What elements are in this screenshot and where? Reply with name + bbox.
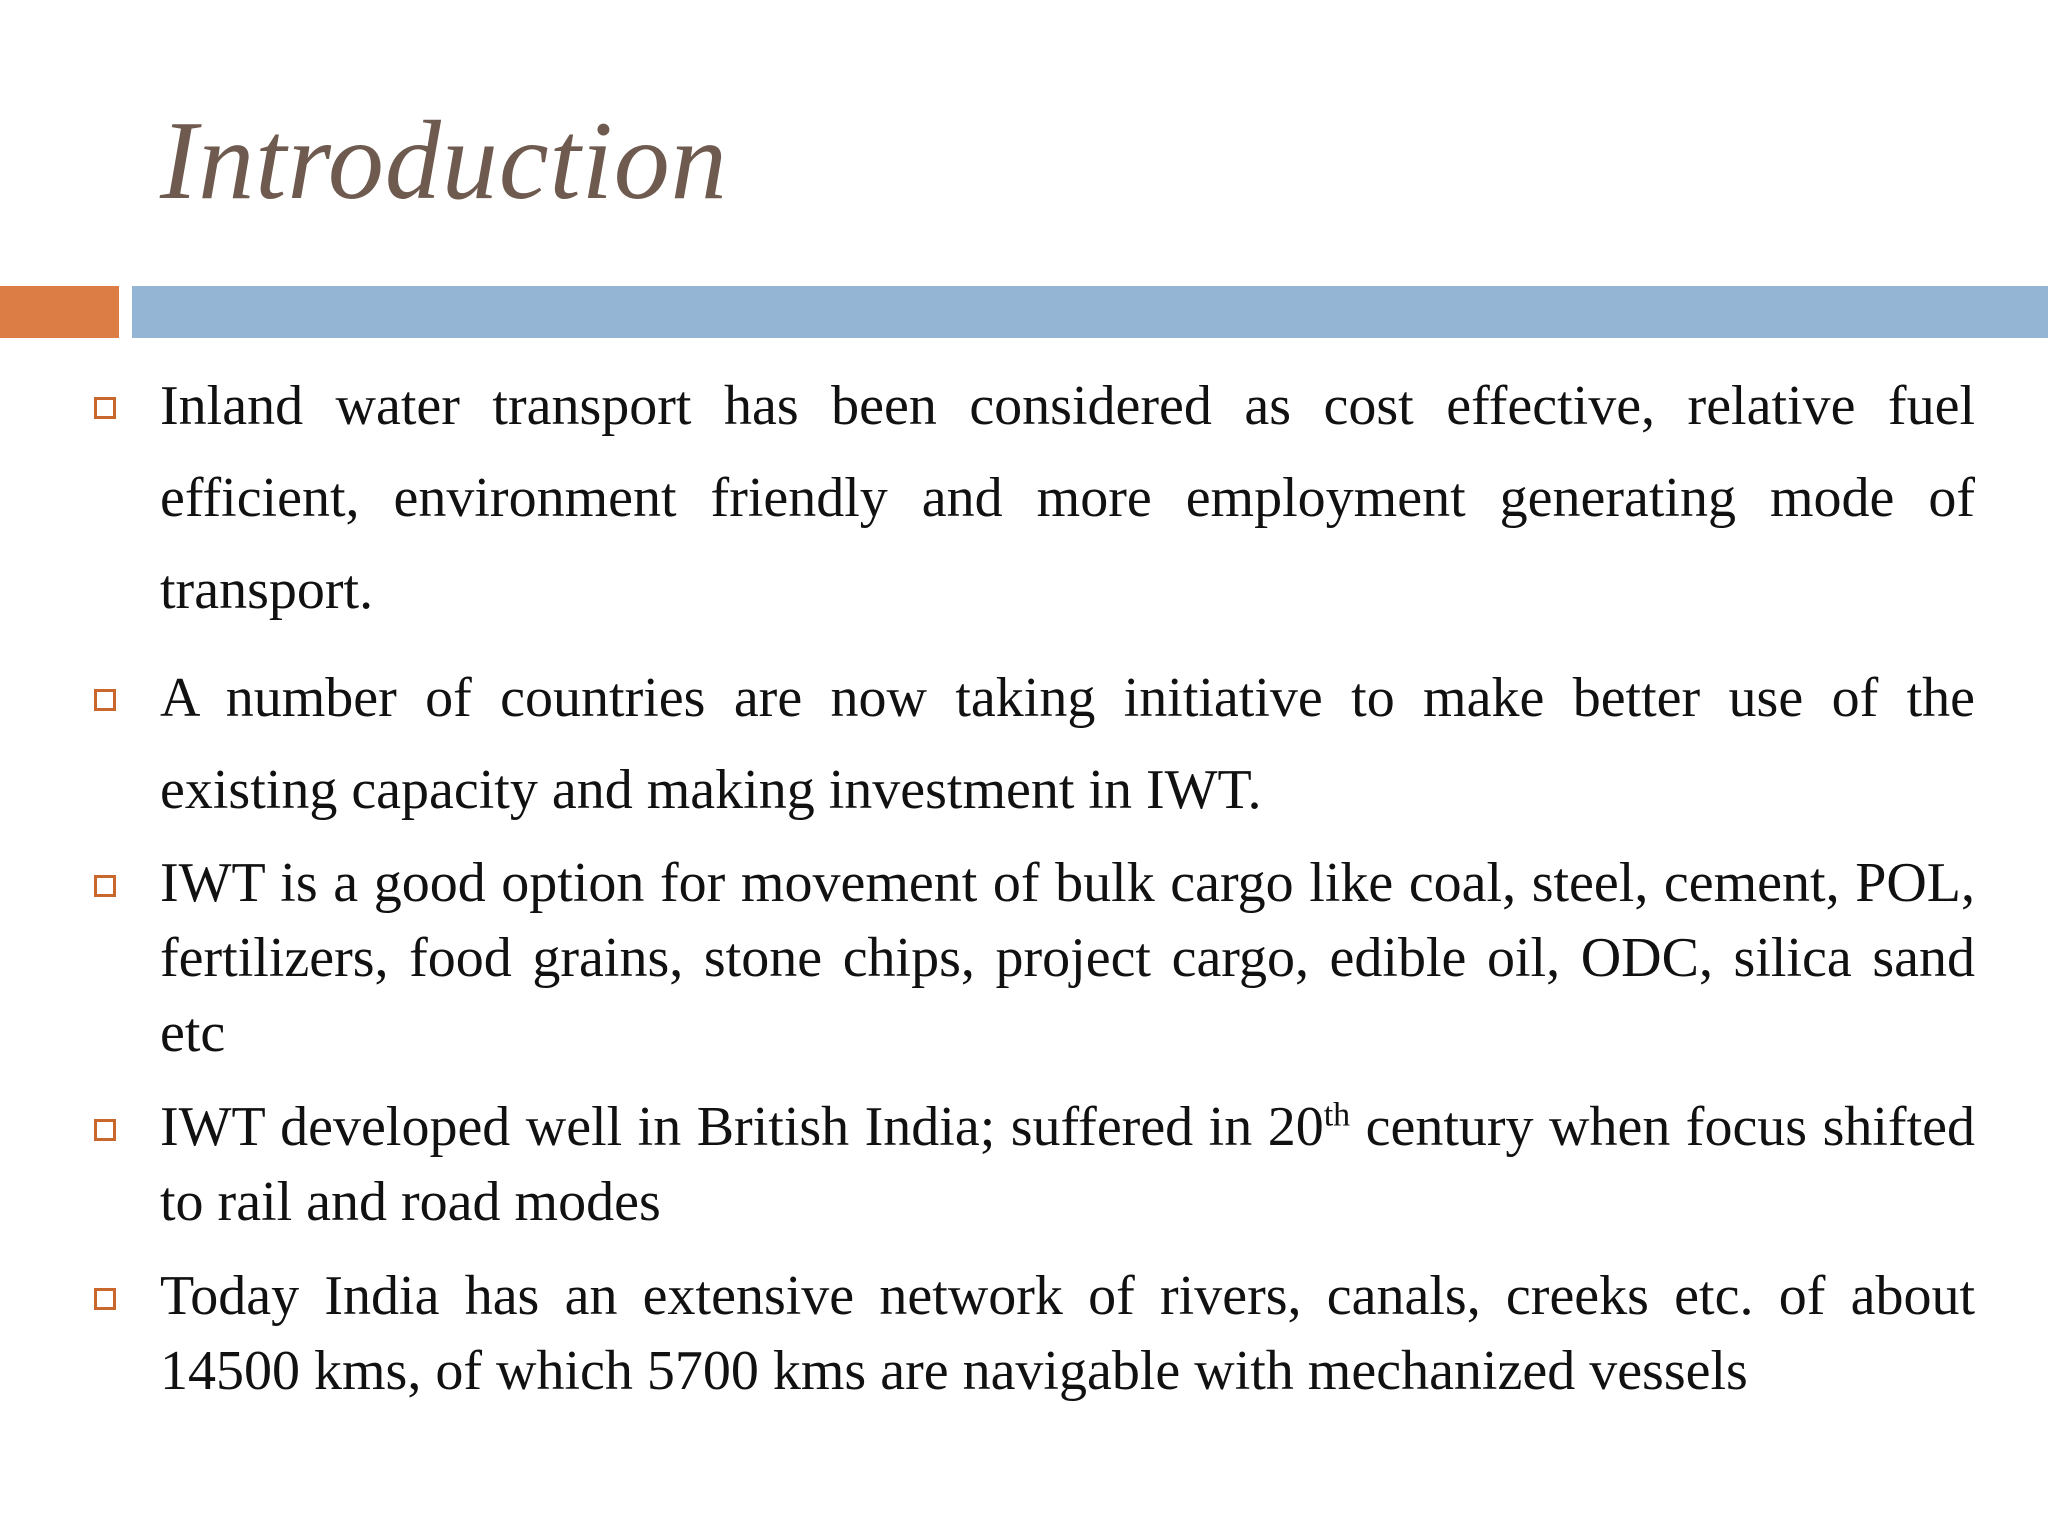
hollow-square-icon [94, 1288, 116, 1310]
bullet-item [160, 360, 1975, 636]
bullet-text: A number of countries are now taking initiative to make better use of the existing capacity and making investment in IWT. [160, 667, 1975, 821]
bullet-text-part: IWT developed well in British India; suffered in 20 [160, 1096, 1324, 1158]
bullet-superscript: th [1323, 1096, 1351, 1134]
hollow-square-icon [94, 397, 116, 419]
hollow-square-icon [94, 689, 116, 711]
bullet-text: Inland water transport has been considered as cost effective, relative fuel efficient, environment friendly and more employment generating mode of transport. [160, 375, 1975, 621]
hollow-square-icon [94, 875, 116, 897]
accent-bar-blue [132, 286, 2048, 338]
bullet-item [160, 846, 1975, 1071]
bullet-text: Today India has an extensive network of rivers, canals, creeks etc. of about 14500 kms, of which 5700 kms are navigable with mechanized vessels [160, 1265, 1975, 1402]
bullet-item [160, 652, 1975, 836]
bullet-text: IWT is a good option for movement of bulk cargo like coal, steel, cement, POL, fertilizers, food grains, stone chips, project cargo, edible oil, ODC, silica sand etc [160, 852, 1975, 1064]
bullet-item [160, 1259, 1975, 1409]
slide-title: Introduction [160, 99, 728, 223]
bullet-item [160, 1090, 1975, 1240]
accent-bar-orange [0, 286, 119, 338]
bullet-text-part: century when focus shifted to rail and road modes [160, 1096, 1975, 1233]
hollow-square-icon [94, 1119, 116, 1141]
